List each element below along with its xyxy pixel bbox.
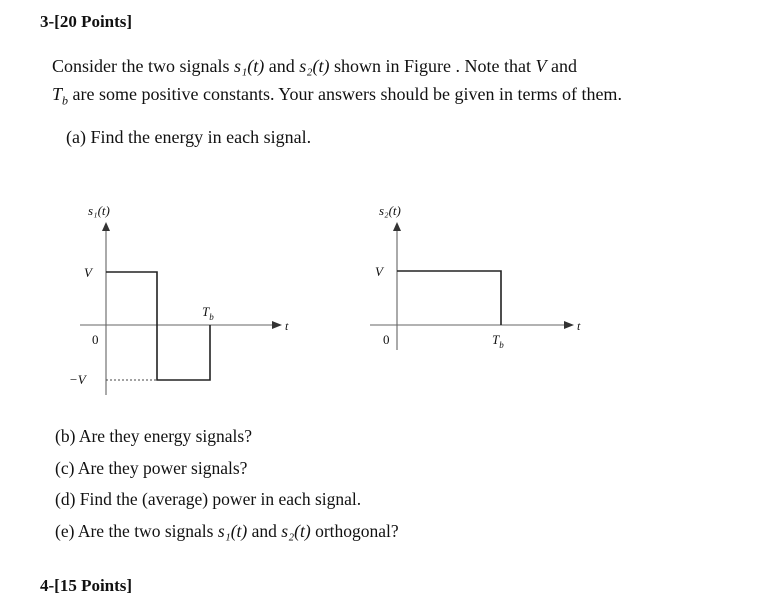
s1-tb-subscript: b [209,312,214,322]
s2-x-axis-arrow [564,321,574,329]
part-b: (b) Are they energy signals? [55,426,252,446]
s2-t-label: t [577,319,581,333]
s2-tb-subscript: b [499,340,504,350]
constant-tb-symbol: T [52,84,63,104]
statement-text: shown in Figure . Note that [329,56,536,76]
statement-text: are some positive constants. Your answers should be given in terms of them. [68,84,622,104]
s1-y-label: s₁(t) [88,203,110,218]
signal-s2-symbol: s₂(t) [299,56,330,76]
s2-y-axis-arrow [393,222,401,231]
s1-neg-v-label: −V [69,372,86,387]
s1-x-axis-arrow [272,321,282,329]
s1-t-label: t [285,319,289,333]
s2-tb-letter: T [492,332,500,347]
next-problem-heading: 4-[15 Points] [40,576,133,595]
s1-tb-letter: T [202,304,210,319]
problem-heading: 3-[20 Points] [40,12,133,31]
s2-tb-label [492,332,504,350]
part-e-text: orthogonal? [310,520,399,541]
constant-tb-subscript: b [62,93,69,108]
statement-text: and [264,56,300,76]
part-a: (a) Find the energy in each signal. [66,127,312,147]
part-c: (c) Are they power signals? [55,457,248,478]
figure-s2 [370,203,581,350]
part-e-text: and [247,520,282,541]
s2-zero-label: 0 [383,332,390,347]
s2-y-label: s₂(t) [379,203,401,218]
part-e-text: (e) Are the two signals [55,520,218,541]
statement-text: Consider the two signals [52,56,234,76]
part-e [55,516,399,548]
remaining-parts [55,421,399,547]
s1-tb-label [202,304,214,322]
s1-y-axis-arrow [102,222,110,231]
part-e-s2-symbol: s₂(t) [281,520,311,541]
s1-waveform [106,272,210,380]
figure-s1 [69,203,289,395]
s1-zero-label: 0 [92,332,99,347]
signal-s1-symbol: s₁(t) [234,56,265,76]
s1-v-label: V [84,265,92,280]
statement-text: and [546,56,578,76]
part-d: (d) Find the (average) power in each signal. [55,489,362,509]
s2-v-label: V [375,264,383,279]
s2-waveform [397,271,501,325]
part-e-s1-symbol: s₁(t) [217,520,248,541]
constant-v-symbol: V [535,56,547,76]
